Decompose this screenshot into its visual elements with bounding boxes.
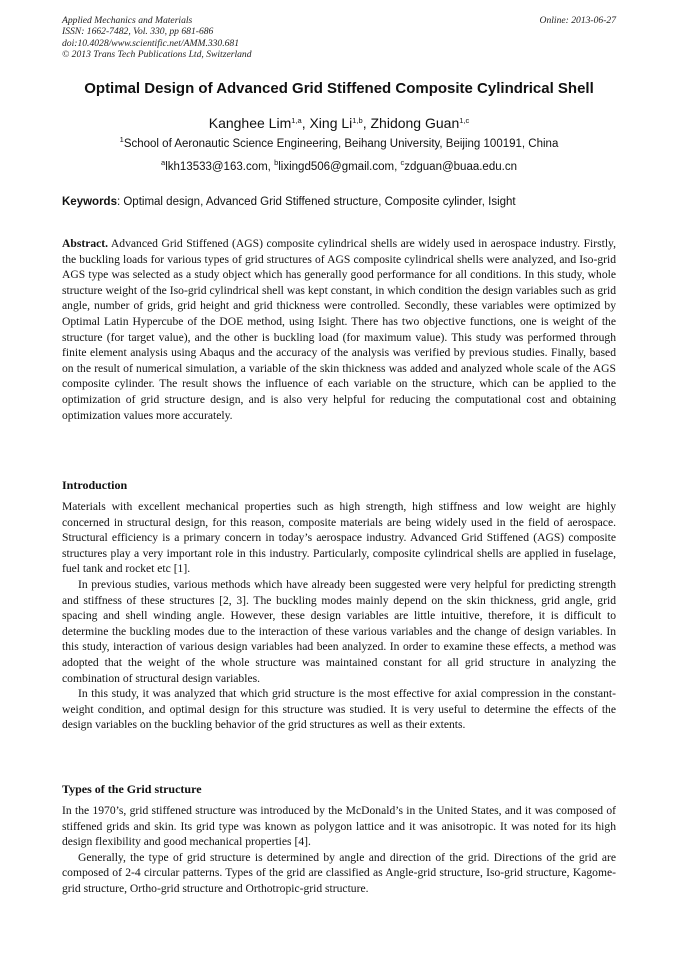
section-heading-grid-types: Types of the Grid structure [62, 782, 202, 796]
journal-name: Applied Mechanics and Materials [62, 15, 193, 26]
keywords [62, 196, 618, 208]
online-date: Online: 2013-06-27 [539, 15, 616, 26]
affiliation-sup: 1 [119, 135, 124, 144]
paragraph: In the 1970’s, grid stiffened structure was introduced by the McDonald’s in the United States, and it was composed of stiffened grids and skin. Its grid type was known as polygon lattice and it was anisotropic. It was noted for its high design flexibility and good mechanical properties [4]. [62, 804, 616, 849]
email-sup: b [274, 158, 279, 167]
copyright-line: © 2013 Trans Tech Publications Ltd, Switzerland [62, 49, 252, 61]
email-sup: c [400, 158, 405, 167]
affiliation-text: School of Aeronautic Science Engineering, Beihang University, Beijing 100191, China [123, 138, 559, 150]
keywords-label: Keywords [62, 196, 117, 208]
abstract-label: Abstract. [62, 237, 109, 250]
author-name: Zhidong Guan [370, 115, 460, 131]
author-name: Kanghee Lim [208, 115, 292, 131]
section-heading-introduction: Introduction [62, 478, 128, 492]
author-list: Kanghee Lim$^{1,a}$, Xing Li$^{1,b}$, Zhidong Guan$^{1,c}$ [208, 115, 470, 131]
abstract [62, 236, 616, 423]
paper-title: Optimal Design of Advanced Grid Stiffened Composite Cylindrical Shell [84, 80, 594, 97]
grid-types-body [62, 803, 616, 897]
author-sup: 1,b [352, 116, 363, 125]
author-sup: 1,c [459, 116, 470, 125]
affiliation [40, 135, 638, 150]
abstract-text: Advanced Grid Stiffened (AGS) composite cylindrical shells are widely used in aerospace industry. Firstly, the buckling loads for various types of grid structures of AGS composite cylindrical shells were analyzed, and Iso-grid AGS type was selected as a study object which has generally good performance for all conditions. In this study, whole structure weight of the Iso-grid cylindrical shell was kept constant, in which condition the design variables such as grid angle, number of grids, grid height and grid thickness were controlled. Secondly, these variables were optimized by Optimal Latin Hypercube of the DOE method, using Isight. There has two objective functions, one is weight of the structure (for target value), and the other is buckling load (for maximum value). This study was performed through finite element analysis using Abaqus and the accuracy of the analysis was verified by previous studies. Finally, based on the result of numerical simulation, a variable of the skin thickness was added and analyzed whole scale of the AGS composite cylinder. The result shows the influence of each variable on the structure, which can be applied to the optimization of grid structure design, and is also very helpful for reducing the computational cost and obtaining optimization values more accurately. [62, 237, 616, 422]
email-list: $^a$lkh13533@163.com, $^b$lixingd506@gmail.com, $^c$zdguan@buaa.edu.cn [161, 158, 517, 173]
paragraph: In previous studies, various methods which have already been suggested were very helpful for predicting strength and stiffness of these structures [2, 3]. The buckling modes mainly depend on the skin thickness, grid angle, grid spacing and shell winding angle. However, these design variables are little intuitive, therefore, it is difficult to determine the buckling modes due to the interaction of these various variables and the change of design variables. In this study, interaction of various design variables had been analyzed. In order to examine these effects, a method was adopted that the weight of the whole structure was maintained constant for all grid structure in analyzing the combination of structural design variables. [62, 577, 616, 685]
author-name: Xing Li [309, 115, 353, 131]
email-address[interactable]: lixingd506@gmail.com [278, 161, 395, 173]
journal-header [62, 15, 252, 61]
email-address[interactable]: lkh13533@163.com [165, 161, 268, 173]
introduction-body [62, 499, 616, 733]
paragraph: In this study, it was analyzed that which grid structure is the most effective for axial compression in the constant-weight condition, and optimal design for this structure was studied. It is very useful to determine the effects of the design variables on the buckling behavior of the grid structures as well as their extents. [62, 687, 616, 732]
paragraph: Materials with excellent mechanical properties such as high strength, high stiffness and low weight are highly concerned in structural design, for this reason, composite materials are being widely used in the field of aerospace. Structural efficiency is a primary concern in today’s aerospace industry. Advanced Grid Stiffened (AGS) composite structures play a very important role in this industry. Particularly, composite cylindrical shells are applied in fuselage, fuel tank and rocket etc [1]. [62, 500, 616, 576]
doi-line: doi:10.4028/www.scientific.net/AMM.330.681 [62, 37, 240, 49]
author-sup: 1,a [291, 116, 302, 125]
issn-line: ISSN: 1662-7482, Vol. 330, pp 681-686 [62, 26, 214, 38]
email-sup: a [161, 158, 166, 167]
paragraph: Generally, the type of grid structure is determined by angle and direction of the grid. Directions of the grid are composed of 2-4 circular patterns. Types of the grid are classified as Angle-grid structure, Iso-grid structure, Kagome-grid structure, Ortho-grid structure and Orthotropic-grid structure. [62, 850, 616, 895]
keywords-text: : Optimal design, Advanced Grid Stiffened structure, Composite cylinder, Isight [116, 196, 516, 208]
email-address[interactable]: zdguan@buaa.edu.cn [404, 161, 517, 173]
